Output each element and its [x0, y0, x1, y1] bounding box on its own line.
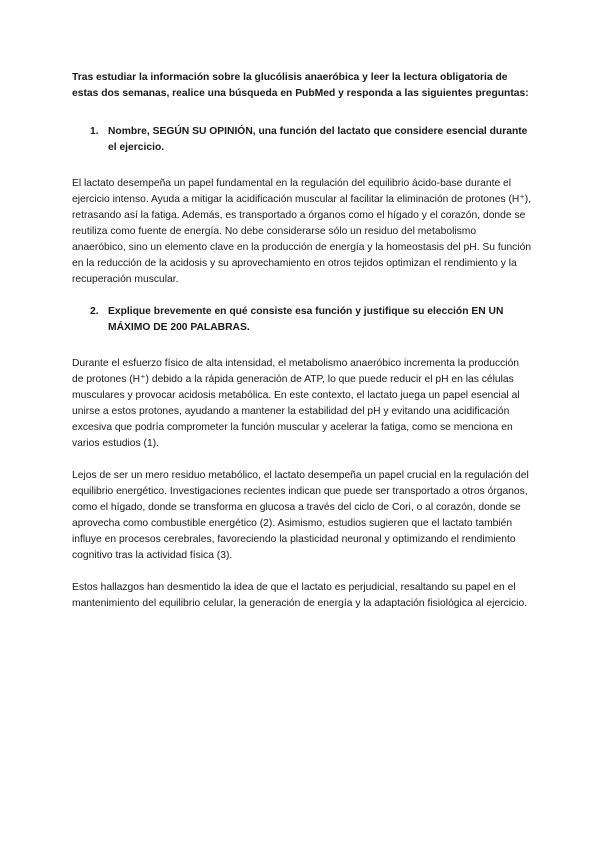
answer-2-paragraph-3: Estos hallazgos han desmentido la idea de que el lactato es perjudicial, resaltando su papel en el mantenimiento del equilibrio celular, la generación de energía y la adaptación fisiológica al ejercicio.	[72, 582, 528, 609]
answer-2-paragraph-2: Lejos de ser un mero residuo metabólico, el lactato desempeña un papel crucial en la regulación del equilibrio energético. Investigaciones recientes indican que puede ser transportado a otros órganos, como el hígado, donde se transforma en glucosa a través del ciclo de Cori, o al corazón, donde se aprovecha como combustible energético (2). Asimismo, estudios sugieren que el lactato también influye en procesos cerebrales, favoreciendo la plasticidad neuronal y optimizando el rendimiento cognitivo tras la actividad física (3).	[72, 470, 529, 561]
question-1-number: 1.	[90, 126, 99, 137]
answer-2-paragraph-1: Durante el esfuerzo físico de alta intensidad, el metabolismo anaeróbico incrementa la producción de protones (H⁺) debido a la rápida generación de ATP, lo que puede reducir el pH en las células musculares y provocar acidosis metabólica. En este contexto, el lactato juega un papel esencial al unirse a estos protones, ayudando a mantener la estabilidad del pH y evitando una acidificación excesiva que podría comprometer la función muscular y acelerar la fatiga, como se menciona en varios estudios (1).	[72, 358, 520, 449]
question-2	[72, 304, 532, 336]
answer-1-paragraph: El lactato desempeña un papel fundamental en la regulación del equilibrio ácido-base durante el ejercicio intenso. Ayuda a mitigar la acidificación muscular al facilitar la eliminación de protones (H⁺), retrasando así la fatiga. Además, es transportado a órganos como el hígado y el corazón, donde se reutiliza como fuente de energía. No debe considerarse sólo un residuo del metabolismo anaeróbico, sino un elemento clave en la producción de energía y la homeostasis del pH. Su función en la reducción de la acidosis y su aprovechamiento en otros tejidos optimizan el rendimiento y la recuperación muscular.	[72, 178, 532, 285]
question-2-number: 2.	[90, 306, 99, 317]
question-2-text: Explique brevemente en qué consiste esa función y justifique su elección EN UN MÁXIMO DE 200 PALABRAS.	[108, 306, 504, 333]
document-content	[72, 70, 532, 628]
question-1	[72, 124, 532, 156]
intro-instructions: Tras estudiar la información sobre la glucólisis anaeróbica y leer la lectura obligatoria de estas dos semanas, realice una búsqueda en PubMed y responda a las siguientes preguntas:	[72, 72, 529, 99]
question-1-text: Nombre, SEGÚN SU OPINIÓN, una función del lactato que considere esencial durante el ejercicio.	[108, 126, 528, 153]
